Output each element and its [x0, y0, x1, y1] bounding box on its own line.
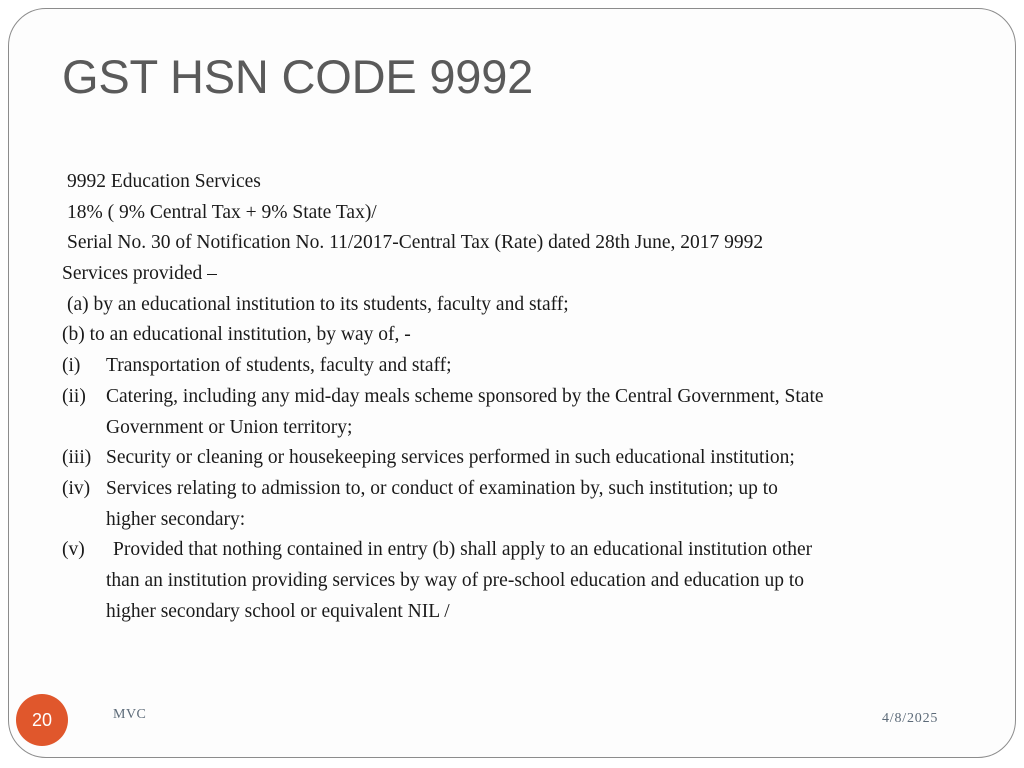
list-item-line: than an institution providing services by way of pre-school education and education up to [106, 569, 805, 591]
list-item-v [62, 535, 962, 627]
footer-date: 4/8/2025 [882, 711, 939, 726]
list-marker: (iv) [62, 477, 91, 499]
body-line-rate: 18% ( 9% Central Tax + 9% State Tax)/ [67, 201, 377, 223]
list-item-line: higher secondary school or equivalent NIL / [106, 600, 450, 622]
list-item-ii [62, 382, 962, 443]
list-item-line: Security or cleaning or housekeeping services performed in such educational institution; [106, 447, 795, 469]
list-item-line: Provided that nothing contained in entry (b) shall apply to an educational institution other [113, 539, 813, 561]
slide-body [62, 167, 962, 627]
list-marker: (v) [62, 539, 85, 561]
body-line-clause-a: (a) by an educational institution to its students, faculty and staff; [67, 293, 569, 315]
list-item-line: Catering, including any mid-day meals scheme sponsored by the Central Government, State [106, 385, 824, 407]
slide-number-badge: 20 [16, 694, 68, 746]
body-line-services-provided: Services provided – [62, 263, 217, 285]
body-line-notification: Serial No. 30 of Notification No. 11/2017-Central Tax (Rate) dated 28th June, 2017 9992 [67, 232, 764, 254]
body-line-heading: 9992 Education Services [67, 171, 261, 192]
list-item-text [106, 535, 962, 627]
list-item-iv [62, 474, 962, 535]
list-marker: (i) [62, 355, 81, 377]
list-item-line: Government or Union territory; [106, 416, 353, 438]
list-item-line: Transportation of students, faculty and staff; [106, 355, 452, 377]
list-item-text [106, 382, 962, 443]
footer-text: MVC [113, 707, 147, 722]
list-item-line: higher secondary: [106, 508, 246, 530]
list-item-i [62, 351, 962, 382]
list-item-iii [62, 443, 962, 474]
list-item-line: Services relating to admission to, or conduct of examination by, such institution; up to [106, 477, 778, 499]
list-marker: (iii) [62, 447, 92, 469]
slide-title: GST HSN CODE 9992 [62, 50, 534, 103]
list-item-text [106, 443, 962, 474]
list-marker: (ii) [62, 385, 86, 407]
body-line-clause-b: (b) to an educational institution, by way of, - [62, 324, 411, 346]
list-item-text [106, 351, 962, 382]
list-item-text [106, 474, 962, 535]
